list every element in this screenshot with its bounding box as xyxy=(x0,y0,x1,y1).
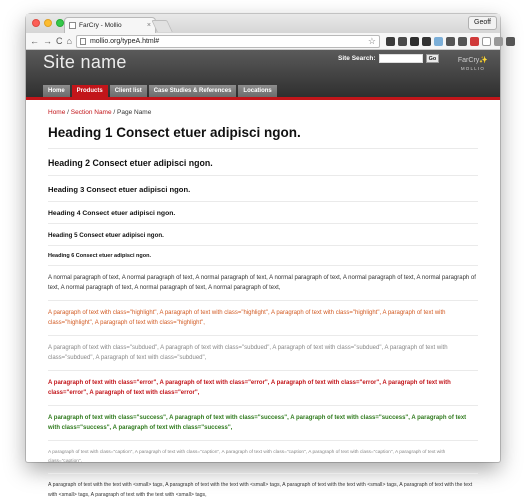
address-url[interactable]: mollio.org/typeA.html# xyxy=(89,37,160,45)
heading-5: Heading 5 Consect etuer adipisci ngon. xyxy=(48,232,164,239)
heading-3: Heading 3 Consect etuer adipisci ngon. xyxy=(48,185,191,194)
breadcrumb xyxy=(48,109,478,116)
main-nav xyxy=(43,85,277,97)
nav-item-locations[interactable]: Locations xyxy=(238,85,276,97)
search-label: Site Search: xyxy=(338,55,376,62)
logo-sub-text: MOLLIO xyxy=(460,66,486,71)
divider xyxy=(48,175,478,176)
divider xyxy=(48,300,478,301)
extension-icon[interactable] xyxy=(410,37,419,46)
reload-icon[interactable]: C xyxy=(56,36,63,46)
extension-icon[interactable] xyxy=(494,37,503,46)
breadcrumb-home[interactable]: Home xyxy=(48,109,66,116)
breadcrumb-sep: / xyxy=(65,109,71,116)
site-name[interactable]: Site name xyxy=(43,52,127,72)
site-header xyxy=(26,50,500,97)
extension-icon[interactable] xyxy=(506,37,515,46)
extension-icon[interactable] xyxy=(482,37,491,46)
divider xyxy=(48,440,478,441)
paragraph-highlight: A paragraph of text with class="highlight", A paragraph of text with class="highlight", A paragraph of text with class="highlight", A paragraph of text with class="highlight", A paragraph of text with class="highlight", xyxy=(48,310,446,326)
page-icon xyxy=(80,38,86,45)
divider xyxy=(48,370,478,371)
heading-1: Heading 1 Consect etuer adipisci ngon. xyxy=(48,125,301,140)
breadcrumb-sep: / xyxy=(111,109,118,116)
divider xyxy=(48,148,478,149)
breadcrumb-section[interactable]: Section Name xyxy=(70,109,112,116)
divider xyxy=(48,223,478,224)
tab-close-icon[interactable]: × xyxy=(146,22,151,29)
extension-icon[interactable] xyxy=(458,37,467,46)
extension-icon[interactable] xyxy=(434,37,443,46)
home-icon[interactable]: ⌂ xyxy=(66,36,72,46)
divider xyxy=(48,335,478,336)
maximize-window-button[interactable] xyxy=(56,19,64,27)
minimize-window-button[interactable] xyxy=(44,19,52,27)
heading-6: Heading 6 Consect etuer adipisci ngon. xyxy=(48,253,151,259)
extension-icon[interactable] xyxy=(398,37,407,46)
paragraph-normal: A normal paragraph of text, A normal paragraph of text, A normal paragraph of text, A normal paragraph of text, A normal paragraph of text, A normal paragraph of text, A normal paragraph of text, A normal paragraph of text, A normal paragraph of text, xyxy=(48,275,476,291)
divider xyxy=(48,245,478,246)
divider xyxy=(48,265,478,266)
main-content xyxy=(26,100,500,500)
nav-item-products[interactable]: Products xyxy=(72,85,108,97)
logo-main-text: FarCry✨ xyxy=(457,57,488,64)
nav-item-client-list[interactable]: Client list xyxy=(110,85,147,97)
heading-4: Heading 4 Consect etuer adipisci ngon. xyxy=(48,210,176,217)
bookmark-star-icon[interactable]: ☆ xyxy=(367,35,376,46)
paragraph-caption: A paragraph of text with class="caption", A paragraph of text with class="caption", A paragraph of text with class="caption", A paragraph of text with class="caption", A paragraph of text with class="caption", xyxy=(48,450,446,464)
nav-item-home[interactable]: Home xyxy=(43,85,70,97)
close-window-button[interactable] xyxy=(32,19,40,27)
forward-icon[interactable]: → xyxy=(43,36,52,46)
breadcrumb-current: Page Name xyxy=(117,109,152,116)
page-favicon-icon xyxy=(69,22,76,29)
search-input[interactable] xyxy=(379,54,423,63)
paragraph-small: A paragraph of text with the text with <small> tags, A paragraph of text with the text with <small> tags, A paragraph of text with the text with <small> tags, A paragraph of text with the text with <small> tags, A paragraph of text with the text with <small> tags, xyxy=(48,482,473,498)
address-bar[interactable] xyxy=(76,35,380,48)
window-controls xyxy=(32,19,64,27)
site-search xyxy=(338,54,439,63)
browser-window xyxy=(26,14,500,498)
divider xyxy=(48,473,478,474)
nav-item-case-studies-references[interactable]: Case Studies & References xyxy=(149,85,237,97)
paragraph-error: A paragraph of text with class="error", A paragraph of text with class="error", A paragraph of text with class="error", A paragraph of text with class="error", A paragraph of text with class="error", xyxy=(48,380,451,396)
search-go-button[interactable]: Go xyxy=(426,54,440,63)
browser-toolbar xyxy=(26,33,500,50)
extension-icon[interactable] xyxy=(470,37,479,46)
tab-strip xyxy=(26,14,500,33)
paragraph-subdued: A paragraph of text with class="subdued", A paragraph of text with class="subdued", A paragraph of text with class="subdued", A paragraph of text with class="subdued", A paragraph of text with class="subdued", xyxy=(48,345,448,361)
extension-icon[interactable] xyxy=(422,37,431,46)
back-icon[interactable]: ← xyxy=(30,36,39,46)
tab-title: FarCry - Mollio xyxy=(79,22,122,29)
extension-icons xyxy=(386,37,515,46)
farcry-logo xyxy=(458,56,488,71)
divider xyxy=(48,405,478,406)
extension-icon[interactable] xyxy=(386,37,395,46)
heading-2: Heading 2 Consect etuer adipisci ngon. xyxy=(48,158,213,168)
profile-button[interactable]: Geoff xyxy=(468,16,497,30)
browser-tab[interactable] xyxy=(64,17,156,33)
extension-icon[interactable] xyxy=(446,37,455,46)
divider xyxy=(48,201,478,202)
paragraph-success: A paragraph of text with class="success", A paragraph of text with class="success", A paragraph of text with class="success", A paragraph of text with class="success", A paragraph of text with class="success", xyxy=(48,415,467,431)
